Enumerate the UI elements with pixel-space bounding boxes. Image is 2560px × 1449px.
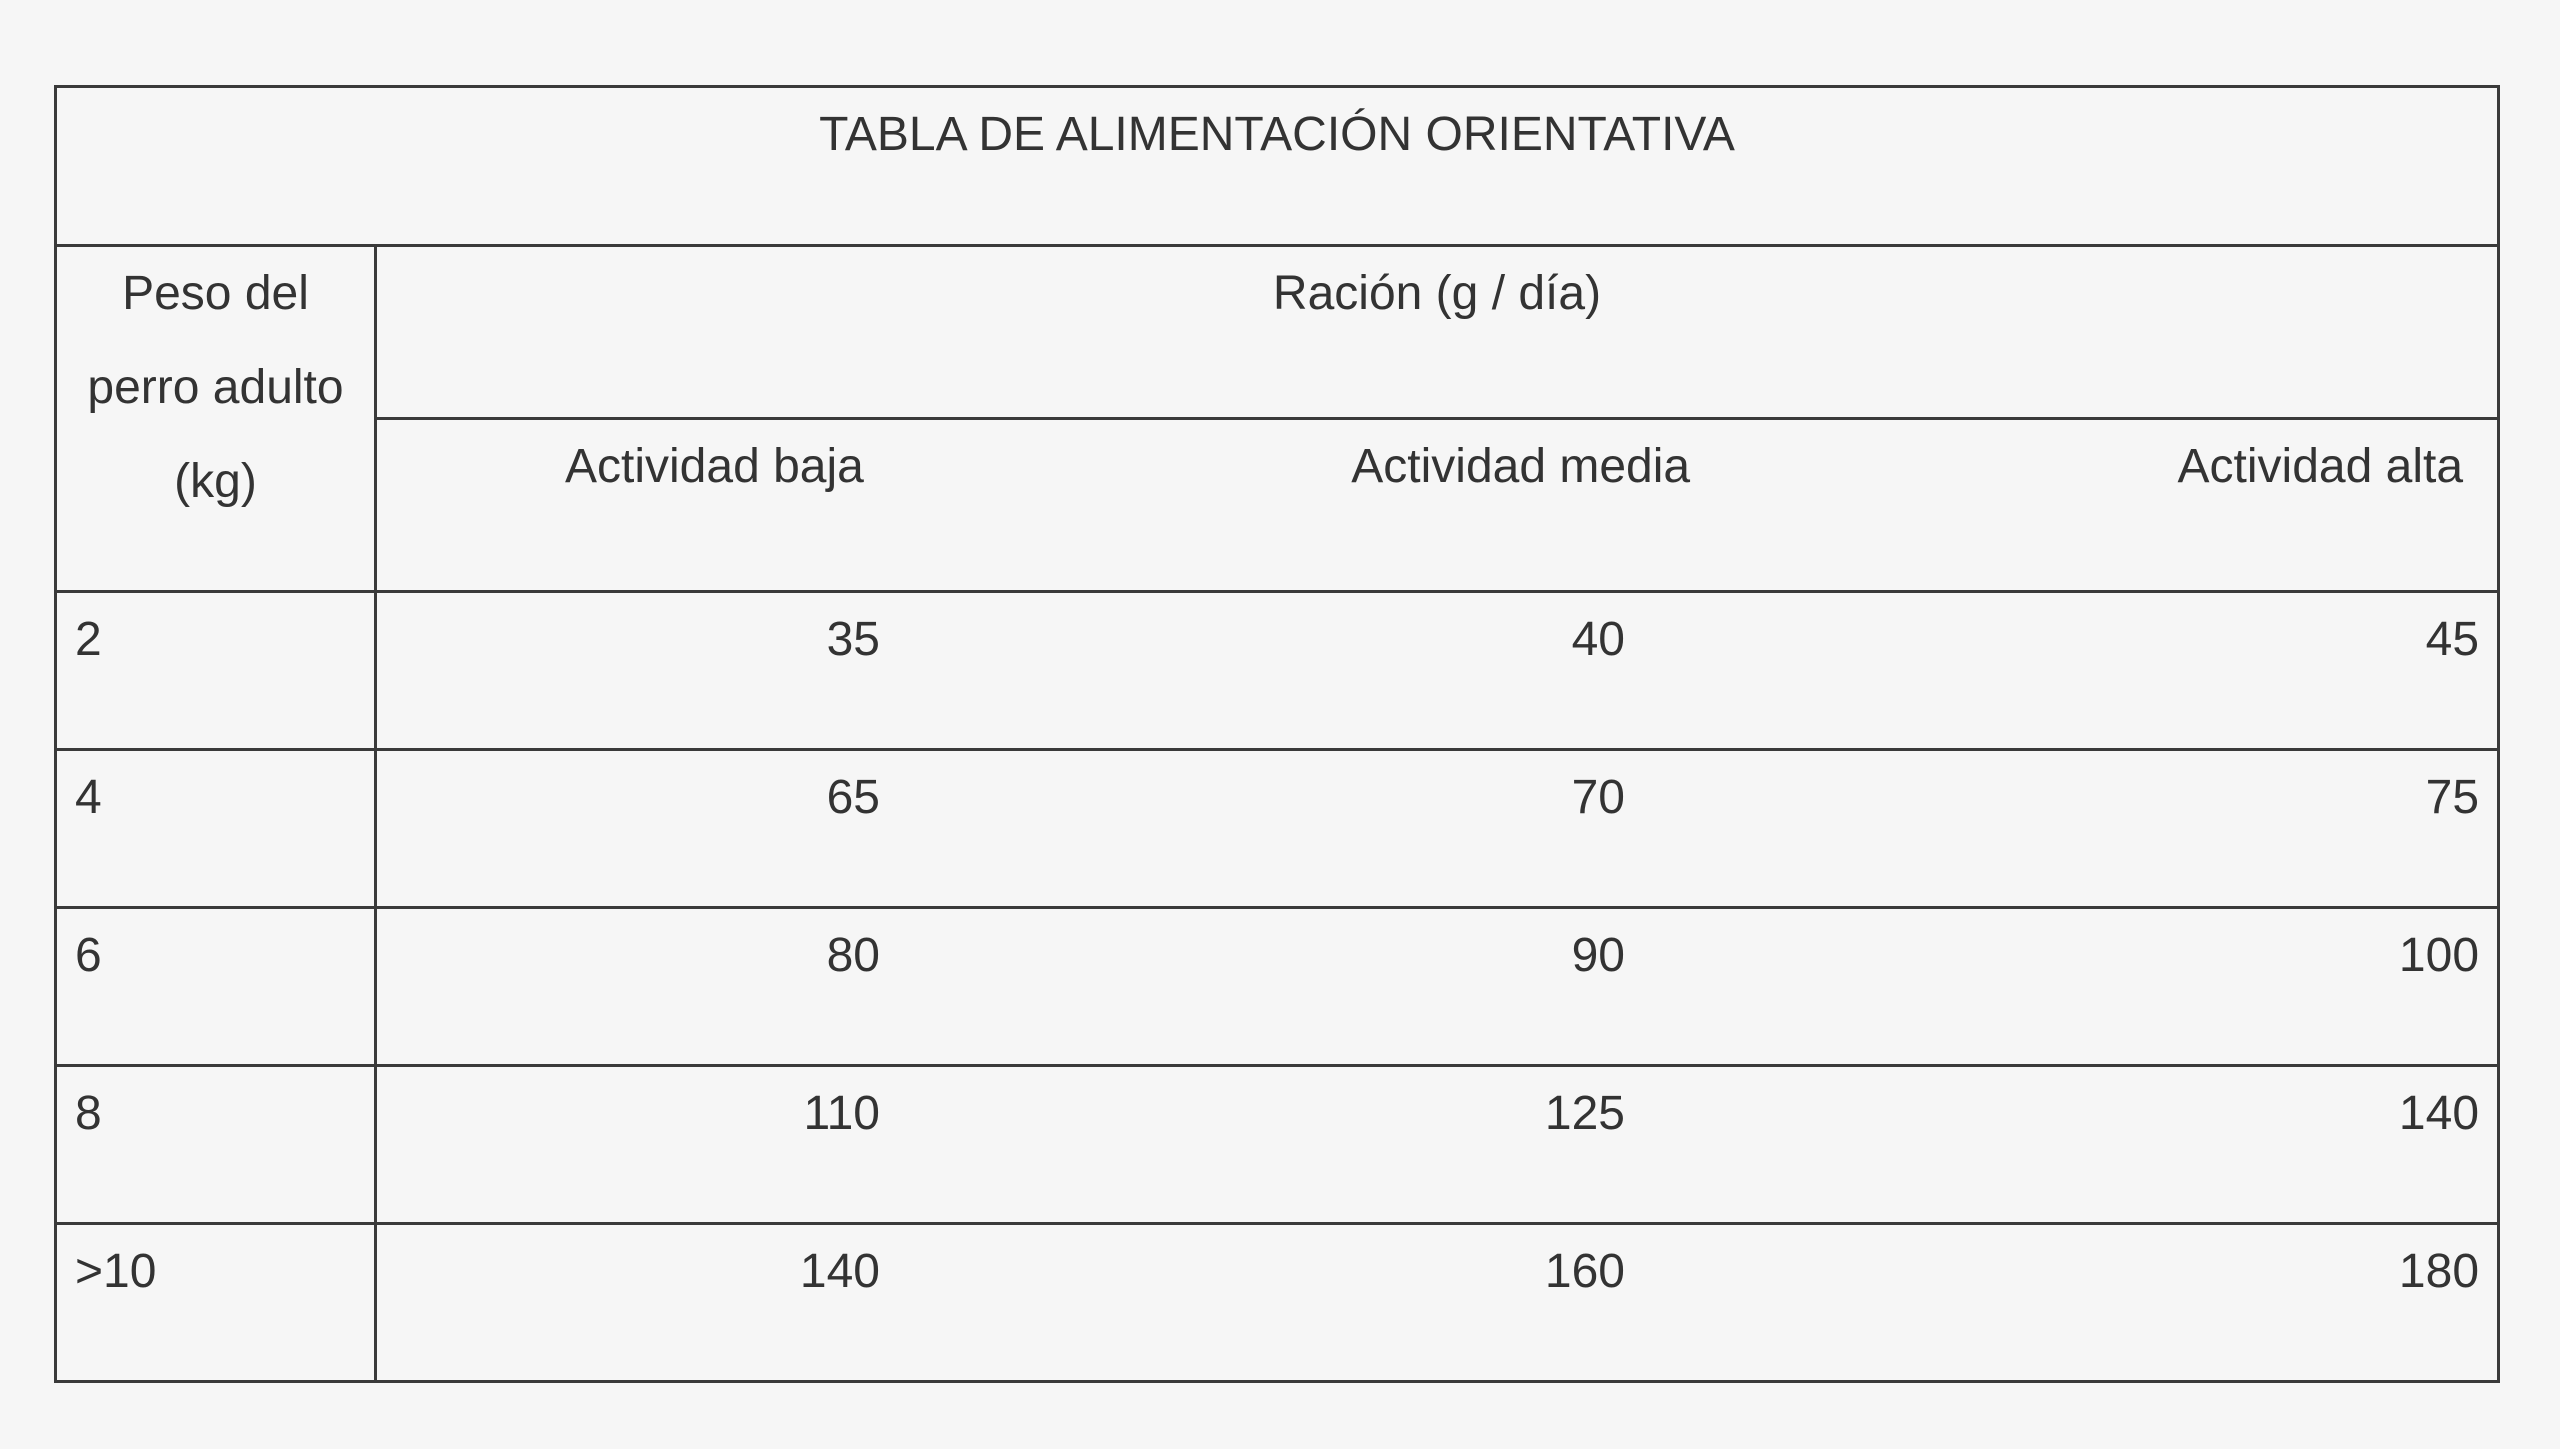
header-row-activity xyxy=(56,419,2499,592)
activity-high-header: Actividad alta xyxy=(2177,440,2464,493)
ration-values-cell xyxy=(376,1066,2499,1224)
ration-medium-value: 70 xyxy=(1571,771,1625,824)
ration-values-cell xyxy=(376,750,2499,908)
table-row xyxy=(56,592,2499,750)
header-row-ration xyxy=(56,246,2499,419)
ration-high-value: 45 xyxy=(2425,613,2480,666)
weight-cell: 4 xyxy=(56,750,376,908)
ration-high-value: 140 xyxy=(2398,1087,2480,1140)
ration-header-cell xyxy=(376,246,2499,419)
ration-high-value: 180 xyxy=(2398,1245,2480,1298)
ration-medium-value: 160 xyxy=(1544,1245,1625,1298)
table-row xyxy=(56,1224,2499,1382)
ration-low-value: 110 xyxy=(803,1087,880,1140)
activity-low-header: Actividad baja xyxy=(565,440,864,493)
ration-medium-value: 90 xyxy=(1571,929,1625,982)
ration-low-value: 65 xyxy=(826,771,880,824)
ration-values-cell xyxy=(376,1224,2499,1382)
ration-header: Ración (g / día) xyxy=(1272,267,1602,320)
ration-values-cell xyxy=(376,592,2499,750)
weight-header-line-1: Peso del xyxy=(122,267,309,320)
ration-medium-value: 125 xyxy=(1544,1087,1625,1140)
weight-cell: 2 xyxy=(56,592,376,750)
weight-cell: >10 xyxy=(56,1224,376,1382)
ration-high-value: 100 xyxy=(2398,929,2480,982)
ration-low-value: 35 xyxy=(826,613,880,666)
weight-header-line-3: (kg) xyxy=(174,455,257,508)
ration-values-cell xyxy=(376,908,2499,1066)
table-title: TABLA DE ALIMENTACIÓN ORIENTATIVA xyxy=(819,108,1735,161)
weight-header-line-2: perro adulto xyxy=(87,361,344,414)
weight-cell: 6 xyxy=(56,908,376,1066)
feeding-table xyxy=(54,85,2500,1383)
weight-header-cell xyxy=(56,246,376,592)
table-title-cell xyxy=(56,87,2499,246)
activity-header-cell xyxy=(376,419,2499,592)
ration-high-value: 75 xyxy=(2425,771,2480,824)
table-row xyxy=(56,750,2499,908)
table-row xyxy=(56,908,2499,1066)
activity-medium-header: Actividad media xyxy=(1351,440,1691,493)
title-row xyxy=(56,87,2499,246)
ration-low-value: 80 xyxy=(826,929,880,982)
table-row xyxy=(56,1066,2499,1224)
ration-medium-value: 40 xyxy=(1571,613,1625,666)
weight-cell: 8 xyxy=(56,1066,376,1224)
ration-low-value: 140 xyxy=(799,1245,880,1298)
